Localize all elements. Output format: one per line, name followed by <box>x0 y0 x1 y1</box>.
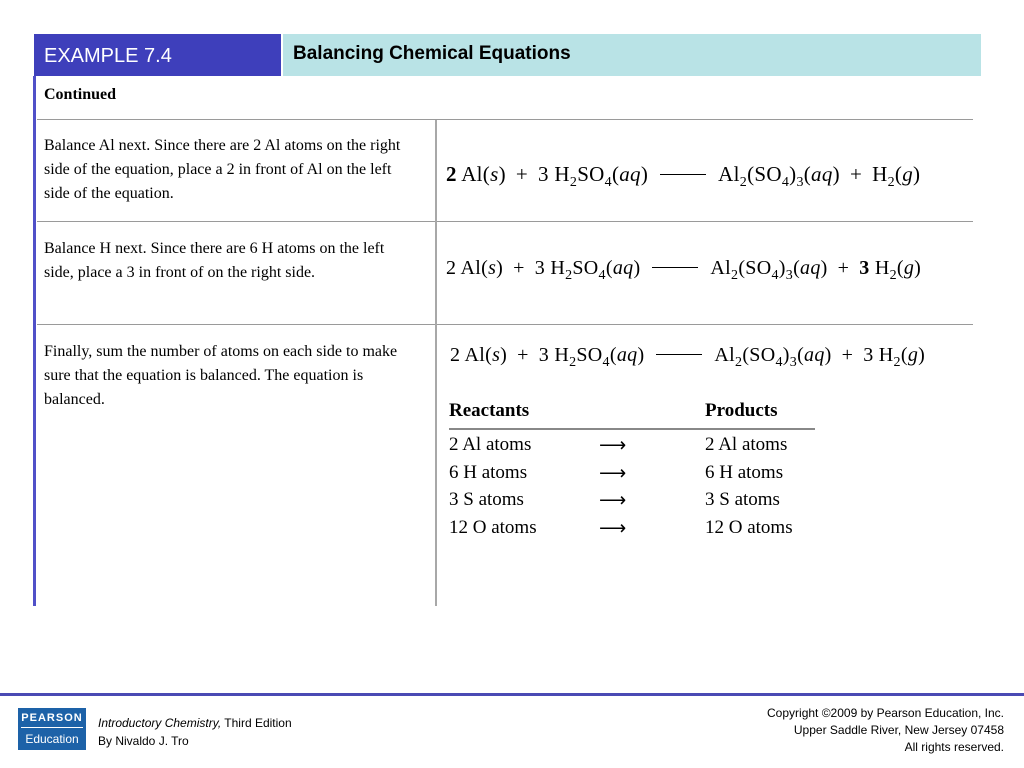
table-header <box>449 398 815 430</box>
table-row <box>449 513 815 541</box>
divider <box>37 221 973 222</box>
book-edition: Third Edition <box>221 716 292 730</box>
products-header: Products <box>705 400 778 421</box>
step-2-equation: 2 Al(s) + 3 $H_2SO_4(aq) Al_2(SO_4)_3(aq) + 3$ $H_2(g)$ <box>446 257 922 283</box>
logo-top-text: PEARSON <box>21 708 83 728</box>
copyright-block <box>767 705 1004 756</box>
table-row <box>449 485 815 513</box>
arrow-cell: ⟶ <box>599 490 627 511</box>
step-2-text: Balance H next. Since there are 6 H atoms on the left side, place a 3 in front of on the right side. <box>44 240 385 281</box>
reactant-cell: 2 Al atoms <box>449 434 532 455</box>
arrow-cell: ⟶ <box>599 435 627 456</box>
divider <box>37 119 973 120</box>
left-accent-rule <box>33 76 36 606</box>
book-title: Introductory Chemistry, <box>98 716 222 730</box>
divider <box>37 324 973 325</box>
footer-divider <box>0 693 1024 696</box>
book-credit <box>98 714 292 750</box>
product-cell: 2 Al atoms <box>705 434 788 455</box>
step-3-text: Finally, sum the number of atoms on each side to make sure that the equation is balanced. The equation is balanced. <box>44 343 398 408</box>
book-author: By Nivaldo J. Tro <box>98 734 189 748</box>
atom-count-table <box>449 398 815 540</box>
copyright-line: Copyright ©2009 by Pearson Education, Inc. <box>767 706 1004 720</box>
logo-bottom-text: Education <box>25 732 79 746</box>
reactant-cell: 6 H atoms <box>449 461 528 483</box>
column-divider <box>435 120 437 606</box>
arrow-cell: ⟶ <box>599 462 627 484</box>
reactant-cell: 3 S atoms <box>449 489 524 510</box>
rights-line: All rights reserved. <box>904 740 1004 754</box>
reactant-cell: 12 O atoms <box>449 516 537 538</box>
product-cell: 12 O atoms <box>705 516 793 538</box>
product-cell: 3 S atoms <box>705 489 780 510</box>
step-1-text: Balance Al next. Since there are 2 Al atoms on the right side of the equation, place a 2 in front of Al on the left side of the equation. <box>44 137 401 202</box>
slide-title: Balancing Chemical Equations <box>283 34 981 76</box>
arrow-cell: ⟶ <box>599 517 627 539</box>
address-line: Upper Saddle River, New Jersey 07458 <box>793 723 1004 737</box>
step-1-equation: 2 Al(s) + 3 $H_2SO_4(aq) Al_2(SO_4)_3(aq) + H_2(g)$ <box>446 162 921 190</box>
reactants-header: Reactants <box>449 400 530 421</box>
pearson-logo <box>18 708 86 750</box>
step-3-equation: 2 Al(s) + 3 $H_2SO_4(aq) Al_2(SO_4)_3(aq) + 3$ $H_2(g)$ <box>450 344 926 370</box>
product-cell: 6 H atoms <box>705 461 784 483</box>
continued-label: Continued <box>44 86 117 103</box>
example-label: EXAMPLE 7.4 <box>34 34 281 76</box>
table-row <box>449 458 815 486</box>
table-row <box>449 430 815 458</box>
